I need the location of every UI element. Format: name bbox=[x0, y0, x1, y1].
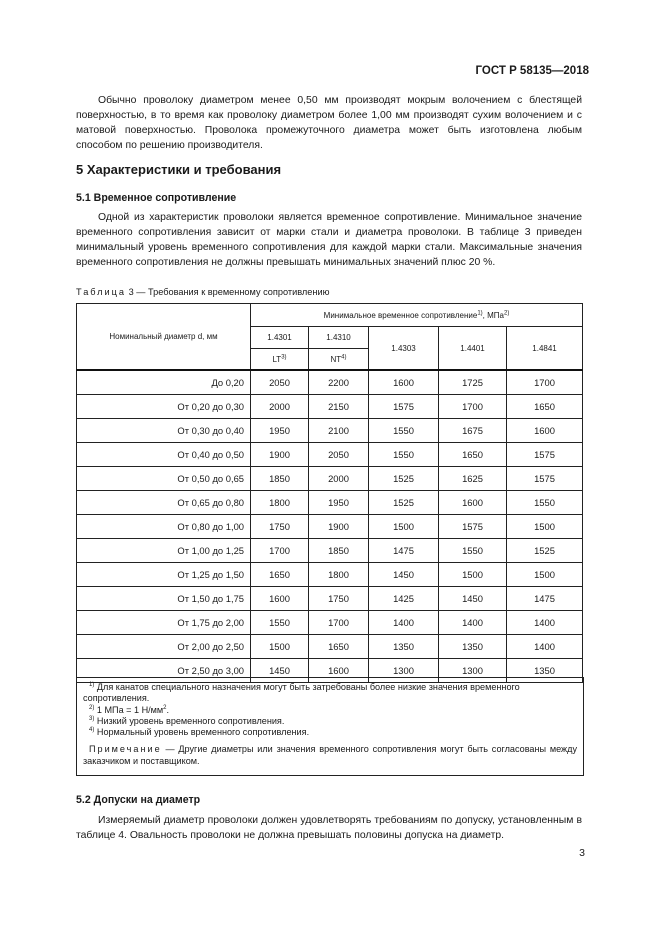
col-group-unit: , МПа bbox=[482, 310, 504, 320]
footnote-text-end: . bbox=[166, 704, 170, 715]
section-5-2-heading: 5.2 Допуски на диаметр bbox=[76, 794, 201, 806]
strength-cell: 1500 bbox=[507, 515, 583, 539]
table-row bbox=[77, 539, 583, 563]
strength-cell: 1750 bbox=[251, 515, 309, 539]
strength-cell: 1725 bbox=[439, 370, 507, 395]
table-row bbox=[77, 515, 583, 539]
diameter-cell: От 1,25 до 1,50 bbox=[77, 563, 251, 587]
table-row bbox=[77, 443, 583, 467]
table-row bbox=[77, 491, 583, 515]
strength-cell: 1300 bbox=[369, 659, 439, 683]
strength-cell: 1950 bbox=[251, 419, 309, 443]
strength-cell: 1650 bbox=[439, 443, 507, 467]
strength-cell: 1500 bbox=[507, 563, 583, 587]
strength-cell: 1400 bbox=[439, 611, 507, 635]
strength-cell: 1500 bbox=[369, 515, 439, 539]
diameter-cell: От 0,65 до 0,80 bbox=[77, 491, 251, 515]
strength-cell: 1525 bbox=[369, 491, 439, 515]
table-row bbox=[77, 419, 583, 443]
strength-cell: 1450 bbox=[369, 563, 439, 587]
diameter-cell: От 2,00 до 2,50 bbox=[77, 635, 251, 659]
strength-cell: 1675 bbox=[439, 419, 507, 443]
strength-cell: 1350 bbox=[507, 659, 583, 683]
section-5-2-paragraph bbox=[76, 813, 582, 843]
strength-cell: 1900 bbox=[309, 515, 369, 539]
table-row bbox=[77, 635, 583, 659]
strength-cell: 1575 bbox=[507, 443, 583, 467]
strength-cell: 1550 bbox=[369, 443, 439, 467]
strength-cell: 1575 bbox=[507, 467, 583, 491]
strength-cell: 1575 bbox=[439, 515, 507, 539]
footnote-text: Нормальный уровень временного сопротивления. bbox=[94, 727, 310, 738]
col-header-grade: 1.4303 bbox=[369, 327, 439, 371]
table-caption-label: Таблица bbox=[76, 287, 127, 297]
diameter-cell: От 1,75 до 2,00 bbox=[77, 611, 251, 635]
strength-cell: 2050 bbox=[251, 370, 309, 395]
strength-cell: 1500 bbox=[251, 635, 309, 659]
strength-cell: 1525 bbox=[369, 467, 439, 491]
col-group-header bbox=[251, 304, 583, 327]
strength-cell: 1425 bbox=[369, 587, 439, 611]
col-group-sup-2: 2) bbox=[503, 309, 510, 316]
diameter-cell: До 0,20 bbox=[77, 370, 251, 395]
section-5-2-text: Измеряемый диаметр проволоки должен удовлетворять требованиям по допуску, установленным в таблице 4. Овальность проволоки не должна превышать половины допуска на диаметр. bbox=[76, 815, 582, 841]
strength-cell: 2100 bbox=[309, 419, 369, 443]
note-text: — Другие диаметры или значения временного сопротивления могут быть согласованы между заказчиком и поставщиком. bbox=[83, 744, 577, 766]
col-header-level-lt bbox=[251, 349, 309, 371]
col-header-grade: 1.4301 bbox=[251, 327, 309, 349]
level-nt-label: NT bbox=[330, 354, 342, 364]
strength-cell: 1900 bbox=[251, 443, 309, 467]
table-caption bbox=[76, 287, 330, 297]
col-header-diameter: Номинальный диаметр d, мм bbox=[77, 304, 251, 371]
footnote-text: Для канатов специального назначения могут быть затребованы более низкие значения временного сопротивления. bbox=[83, 682, 520, 704]
strength-cell: 1850 bbox=[251, 467, 309, 491]
footnote-mark: 4) bbox=[89, 727, 95, 734]
strength-cell: 1350 bbox=[369, 635, 439, 659]
strength-cell: 1550 bbox=[507, 491, 583, 515]
strength-cell: 1600 bbox=[369, 370, 439, 395]
footnote-text: 1 МПа = 1 Н/мм bbox=[94, 704, 164, 715]
table-row bbox=[77, 395, 583, 419]
strength-cell: 1450 bbox=[439, 587, 507, 611]
note-label: Примечание bbox=[89, 744, 162, 755]
diameter-cell: От 0,40 до 0,50 bbox=[77, 443, 251, 467]
table-row bbox=[77, 563, 583, 587]
strength-cell: 1400 bbox=[369, 611, 439, 635]
strength-cell: 1650 bbox=[309, 635, 369, 659]
section-5-1-heading: 5.1 Временное сопротивление bbox=[76, 192, 237, 204]
strength-cell: 1700 bbox=[251, 539, 309, 563]
strength-cell: 2150 bbox=[309, 395, 369, 419]
strength-cell: 1450 bbox=[251, 659, 309, 683]
strength-cell: 1475 bbox=[507, 587, 583, 611]
intro-text: Обычно проволоку диаметром менее 0,50 мм производят мокрым волочением с блестящей поверхностью, в то время как проволоку диаметром более 1,00 мм производят сухим волочением и с матовой поверхностью. Проволока промежуточного диаметра может быть изготовлена любым способом по решению производителя. bbox=[76, 95, 582, 151]
strength-cell: 1525 bbox=[507, 539, 583, 563]
strength-cell: 1550 bbox=[439, 539, 507, 563]
table-row bbox=[77, 587, 583, 611]
strength-cell: 1600 bbox=[439, 491, 507, 515]
col-header-grade: 1.4841 bbox=[507, 327, 583, 371]
diameter-cell: От 0,20 до 0,30 bbox=[77, 395, 251, 419]
section-5-heading: 5 Характеристики и требования bbox=[76, 162, 282, 177]
table-row bbox=[77, 370, 583, 395]
level-lt-sup: 3) bbox=[281, 353, 287, 360]
col-header-grade: 1.4401 bbox=[439, 327, 507, 371]
strength-cell: 1800 bbox=[309, 563, 369, 587]
table-caption-title: 3 — Требования к временному сопротивлению bbox=[126, 287, 330, 297]
strength-cell: 2000 bbox=[251, 395, 309, 419]
strength-cell: 1400 bbox=[507, 611, 583, 635]
strength-cell: 1700 bbox=[439, 395, 507, 419]
strength-cell: 1625 bbox=[439, 467, 507, 491]
col-group-sup-1: 1) bbox=[477, 309, 483, 316]
strength-cell: 1350 bbox=[439, 635, 507, 659]
col-header-level-nt bbox=[309, 349, 369, 371]
level-lt-label: LT bbox=[272, 354, 282, 364]
strength-cell: 1400 bbox=[507, 635, 583, 659]
tensile-strength-table bbox=[76, 303, 583, 683]
strength-cell: 1650 bbox=[507, 395, 583, 419]
strength-cell: 2200 bbox=[309, 370, 369, 395]
strength-cell: 1475 bbox=[369, 539, 439, 563]
document-standard-number: ГОСТ Р 58135—2018 bbox=[475, 65, 589, 77]
diameter-cell: От 2,50 до 3,00 bbox=[77, 659, 251, 683]
strength-cell: 1575 bbox=[369, 395, 439, 419]
diameter-cell: От 1,00 до 1,25 bbox=[77, 539, 251, 563]
strength-cell: 1750 bbox=[309, 587, 369, 611]
footnote-text: Низкий уровень временного сопротивления. bbox=[94, 715, 285, 726]
strength-cell: 1300 bbox=[439, 659, 507, 683]
footnote-mark: 3) bbox=[89, 715, 95, 722]
col-group-title: Минимальное временное сопротивление bbox=[323, 310, 478, 320]
page-number: 3 bbox=[579, 847, 585, 859]
strength-cell: 1600 bbox=[309, 659, 369, 683]
strength-cell: 1650 bbox=[251, 563, 309, 587]
footnote-mark: 2) bbox=[89, 704, 95, 711]
strength-cell: 1950 bbox=[309, 491, 369, 515]
diameter-cell: От 0,80 до 1,00 bbox=[77, 515, 251, 539]
table-footnotes bbox=[76, 677, 584, 776]
strength-cell: 1550 bbox=[251, 611, 309, 635]
strength-cell: 1600 bbox=[251, 587, 309, 611]
diameter-cell: От 1,50 до 1,75 bbox=[77, 587, 251, 611]
strength-cell: 1700 bbox=[309, 611, 369, 635]
strength-cell: 1600 bbox=[507, 419, 583, 443]
strength-cell: 1700 bbox=[507, 370, 583, 395]
strength-cell: 2050 bbox=[309, 443, 369, 467]
strength-cell: 1850 bbox=[309, 539, 369, 563]
section-5-1-paragraph bbox=[76, 210, 582, 270]
table-row bbox=[77, 467, 583, 491]
footnote-unit-sup: 2 bbox=[163, 704, 167, 711]
diameter-cell: От 0,30 до 0,40 bbox=[77, 419, 251, 443]
table-row bbox=[77, 611, 583, 635]
strength-cell: 1550 bbox=[369, 419, 439, 443]
diameter-cell: От 0,50 до 0,65 bbox=[77, 467, 251, 491]
level-nt-sup: 4) bbox=[341, 353, 347, 360]
section-5-1-text: Одной из характеристик проволоки является временное сопротивление. Минимальное значение временного сопротивления зависит от марки стали и диаметра проволоки. В таблице 3 приведен минимальный уровень временного сопротивления для каждой марки стали. Максимальные значения временного сопротивления не должны превышать минимальных значений плюс 20 %. bbox=[76, 212, 582, 268]
col-header-grade: 1.4310 bbox=[309, 327, 369, 349]
strength-cell: 2000 bbox=[309, 467, 369, 491]
strength-cell: 1800 bbox=[251, 491, 309, 515]
footnote-mark: 1) bbox=[89, 681, 95, 688]
strength-cell: 1500 bbox=[439, 563, 507, 587]
intro-paragraph bbox=[76, 93, 582, 153]
